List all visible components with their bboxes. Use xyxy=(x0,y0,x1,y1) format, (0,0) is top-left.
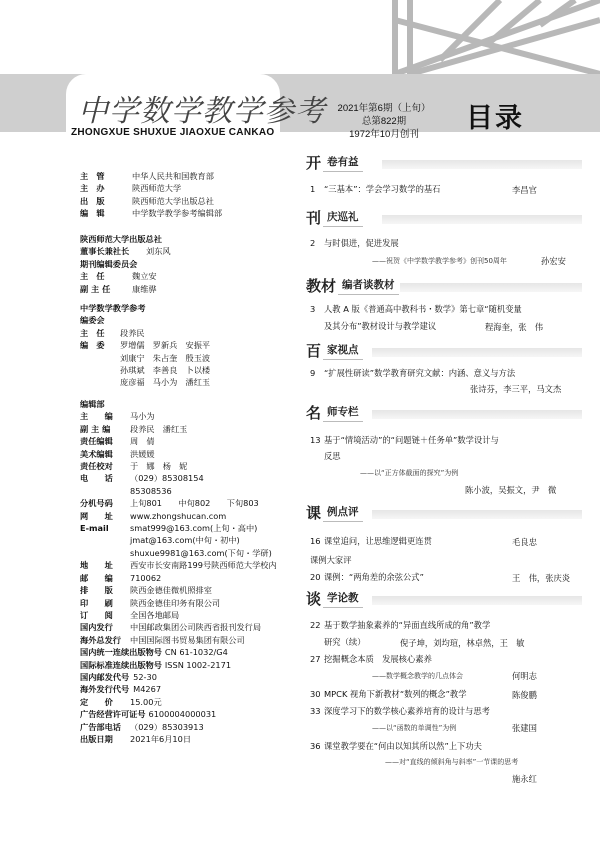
issue-number: 2021年第6期（上旬） xyxy=(337,103,431,114)
article-subtitle: ——对“直线的倾斜角与斜率”一节课的思考 xyxy=(385,758,519,766)
page-number: 9 xyxy=(310,368,316,378)
page-number: 30 xyxy=(310,689,321,699)
editorial-value: 洪媛媛 xyxy=(130,448,155,459)
article-title: “三基本”：学会学习数学的基石 xyxy=(324,184,441,194)
article-subtitle: ——以“正方体截面的探究”为例 xyxy=(360,469,459,477)
section-big-char: 教材 xyxy=(306,276,337,295)
chairman-label: 董事长兼社长 xyxy=(80,246,130,257)
journal-name-pinyin: ZHONGXUE SHUXUE JIAOXUE CANKAO xyxy=(71,127,275,138)
article-title: 课堂追问，让思维逻辑更连贯 xyxy=(324,536,432,546)
article-author: 张诗芬，李三平，马文杰 xyxy=(470,384,562,394)
masthead-row xyxy=(80,182,222,194)
committee-journal-heading: 中学数学教学参考 xyxy=(80,303,146,313)
editorial-value: 于 娜 杨 妮 xyxy=(130,461,188,472)
editorial-row xyxy=(80,634,277,646)
editorial-label: 分机号码 xyxy=(80,498,113,509)
editorial-label: 邮 编 xyxy=(80,572,113,583)
editorial-label xyxy=(80,547,126,559)
editorial-row xyxy=(80,559,277,571)
editorial-value: 6100004000031 xyxy=(148,709,217,720)
masthead-row xyxy=(80,195,222,207)
editorial-label: 国内发行 xyxy=(80,622,113,633)
article-author: 施永红 xyxy=(512,774,537,784)
editorial-committee-block xyxy=(80,302,210,389)
editorial-label: 印 刷 xyxy=(80,597,113,608)
editorial-heading: 编辑部 xyxy=(80,399,105,409)
editorial-value: 周 倩 xyxy=(130,436,155,447)
editorial-row xyxy=(80,497,277,509)
section-big-char: 开 xyxy=(306,153,322,172)
article-author: 张建国 xyxy=(512,723,537,733)
committee-director-label: 主 任 xyxy=(80,327,105,338)
section-big-char: 课 xyxy=(306,503,322,522)
section-divider xyxy=(372,410,582,419)
editorial-label xyxy=(80,534,126,546)
editorial-value: 52-30 xyxy=(133,671,157,682)
section-name: 例点评 xyxy=(323,502,363,522)
committee-heading: 期刊编辑委员会 xyxy=(80,258,138,269)
article-title: MPCK 视角下新教材“数列的概念”教学 xyxy=(324,689,467,699)
section-divider xyxy=(400,283,582,292)
editorial-value: shuxue9981@163.com(下旬・学研) xyxy=(130,547,272,558)
editorial-value: 陕西金德佳微机照排室 xyxy=(130,585,212,596)
editorial-label: 美术编辑 xyxy=(80,448,113,459)
editorial-label: 国内统一连续出版物号 xyxy=(80,647,162,658)
editorial-row xyxy=(80,510,277,522)
masthead-label: 主 办 xyxy=(80,183,105,194)
page-number: 33 xyxy=(310,706,321,716)
article-entry[interactable] xyxy=(310,183,582,196)
article-title: 基于数学抽象素养的“异面直线所成的角”教学 xyxy=(324,620,491,630)
editorial-row xyxy=(80,460,277,472)
article-subtitle: ——祝贺《中学数学教学参考》创刊50周年 xyxy=(372,257,507,265)
section-header xyxy=(306,402,363,422)
publisher-heading: 陕西师范大学出版总社 xyxy=(80,234,162,244)
editorial-row xyxy=(80,448,277,460)
editorial-value: CN 61-1032/G4 xyxy=(164,647,228,658)
editorial-label xyxy=(80,485,126,497)
editorial-label: 责任校对 xyxy=(80,461,113,472)
article-author: 陈俊鹏 xyxy=(512,690,537,700)
section-header xyxy=(306,152,363,172)
masthead-value: 中学数学教学参考编辑部 xyxy=(132,208,223,219)
editorial-office-block xyxy=(80,398,277,745)
masthead-label: 出 版 xyxy=(80,195,105,206)
editorial-value: 中国邮政集团公司陕西省报刊发行局 xyxy=(130,622,262,633)
section-header xyxy=(306,588,363,608)
editorial-value: 2021年6月10日 xyxy=(130,733,192,744)
article-entry[interactable] xyxy=(310,303,582,316)
editorial-value: M4267 xyxy=(133,684,162,695)
article-title: 与时俱进，促进发展 xyxy=(324,238,399,248)
editorial-row xyxy=(80,721,277,733)
section-header xyxy=(306,340,363,360)
article-author: 李昌官 xyxy=(512,185,537,195)
committee-members: 罗增儒 罗新兵 安振平 xyxy=(120,340,211,351)
article-title-cont: 研究（续） xyxy=(324,637,366,647)
committee-subheading: 编委会 xyxy=(80,315,105,326)
director-name: 魏立安 xyxy=(132,271,157,282)
article-subtitle: ——数学概念教学的几点体会 xyxy=(372,672,463,680)
article-author: 陈小波，吴振文，尹 微 xyxy=(465,485,557,495)
section-divider xyxy=(382,215,582,224)
editorial-row xyxy=(80,696,277,708)
article-title: 课例：“两角差的余弦公式” xyxy=(324,572,424,582)
page-number: 16 xyxy=(310,536,321,546)
editorial-value: www.zhongshucan.com xyxy=(130,510,227,521)
editorial-row xyxy=(80,659,277,671)
editorial-label: 地 址 xyxy=(80,560,113,571)
article-title: 挖掘概念本质 发展核心素养 xyxy=(324,654,432,664)
editorial-label: 定 价 xyxy=(80,696,113,707)
article-author: 倪子坤，刘均瑄，林卓然，王 敏 xyxy=(400,638,525,648)
issue-info xyxy=(325,102,443,141)
section-divider xyxy=(372,348,582,357)
editorial-row xyxy=(80,671,277,683)
masthead-row xyxy=(80,170,222,182)
page-number: 22 xyxy=(310,620,321,630)
editorial-label: 责任编辑 xyxy=(80,436,113,447)
editorial-row xyxy=(80,683,277,695)
editorial-label: 网 址 xyxy=(80,510,113,521)
editorial-label: 排 版 xyxy=(80,585,113,596)
article-author: 何明志 xyxy=(512,671,537,681)
masthead-value: 陕西师范大学 xyxy=(132,183,182,194)
column-note: 课例大家评 xyxy=(310,555,352,565)
section-divider xyxy=(382,160,582,169)
section-big-char: 谈 xyxy=(306,589,322,608)
page-number: 3 xyxy=(310,304,316,314)
article-entry[interactable] xyxy=(310,535,582,548)
editorial-row xyxy=(80,609,277,621)
editorial-label: 国内邮发代号 xyxy=(80,671,130,682)
section-divider xyxy=(372,596,582,605)
article-entry[interactable] xyxy=(310,688,582,701)
article-title-cont: 及其分布”教材设计与教学建议 xyxy=(324,321,437,331)
masthead-value: 陕西师范大学出版总社 xyxy=(132,195,214,206)
vice-director-label: 副 主 任 xyxy=(80,283,111,294)
article-title-cont: 反思 xyxy=(324,451,341,461)
editorial-value: 西安市长安南路199号陕西师范大学校内 xyxy=(130,560,277,571)
page-number: 1 xyxy=(310,184,316,194)
masthead-label: 编 辑 xyxy=(80,208,105,219)
article-entry[interactable] xyxy=(310,653,582,666)
editorial-label: E-mail xyxy=(80,523,109,534)
editorial-row xyxy=(80,733,277,745)
page-number: 27 xyxy=(310,654,321,664)
article-author: 王 伟，张庆炎 xyxy=(512,573,571,583)
editorial-label: 国际标准连续出版物号 xyxy=(80,659,162,670)
editorial-label: 海外发行代号 xyxy=(80,684,130,695)
editorial-value: 710062 xyxy=(130,572,162,583)
founded-date: 1972年10月创刊 xyxy=(349,129,419,140)
section-name: 编者谈教材 xyxy=(338,275,399,295)
editorial-row xyxy=(80,597,277,609)
committee-director: 段养民 xyxy=(120,327,145,338)
article-title: 深度学习下的数学核心素养培育的设计与思考 xyxy=(324,706,490,716)
journal-logo: 中学数学教学参考 xyxy=(78,94,326,129)
section-divider xyxy=(372,510,582,519)
editorial-row xyxy=(80,522,277,534)
editorial-value: jmat@163.com(中旬・初中) xyxy=(130,535,240,546)
editorial-value: 陕西金德佳印务有限公司 xyxy=(130,597,221,608)
committee-members: 孙琪斌 李善良 卜以楼 xyxy=(120,365,211,376)
page-number: 36 xyxy=(310,741,321,751)
committee-members: 庞彦福 马小为 潘红玉 xyxy=(120,377,211,388)
article-author: 毛良忠 xyxy=(512,537,537,547)
editorial-label: 广告经营许可证号 xyxy=(80,709,146,720)
masthead-value: 中华人民共和国教育部 xyxy=(132,171,214,181)
editorial-value: smat999@163.com(上旬・高中) xyxy=(130,523,258,534)
editorial-label: 广告部电话 xyxy=(80,721,121,732)
page-number: 13 xyxy=(310,435,321,445)
section-big-char: 刊 xyxy=(306,208,322,227)
editorial-row xyxy=(80,485,277,497)
editorial-row xyxy=(80,435,277,447)
masthead-row xyxy=(80,207,222,219)
article-title: 基于“情境活动”的“问题链＋任务单”数学设计与 xyxy=(324,435,499,445)
editorial-value: ISSN 1002-2171 xyxy=(164,659,232,670)
section-big-char: 百 xyxy=(306,341,322,360)
section-header xyxy=(306,502,363,522)
editorial-label: 海外总发行 xyxy=(80,634,121,645)
page-number: 2 xyxy=(310,238,316,248)
editorial-row xyxy=(80,621,277,633)
director-label: 主 任 xyxy=(80,271,105,282)
article-title: 人教 A 版《普通高中教科书・数学》第七章“随机变量 xyxy=(324,304,522,314)
article-subtitle: ——以“函数的单调性”为例 xyxy=(372,724,457,732)
article-entry[interactable] xyxy=(310,740,582,753)
section-big-char: 名 xyxy=(306,403,322,422)
editorial-label: 副 主 编 xyxy=(80,423,111,434)
article-title: “扩展性研读”数学教育研究文献：内涵、意义与方法 xyxy=(324,368,516,378)
editorial-value: 上旬801 中旬802 下旬803 xyxy=(130,498,259,509)
editorial-value: （029）85308154 xyxy=(130,473,204,484)
editorial-row xyxy=(80,410,277,422)
section-name: 家视点 xyxy=(323,340,363,360)
article-entry[interactable] xyxy=(310,705,582,718)
article-entry[interactable] xyxy=(310,237,582,250)
article-entry[interactable] xyxy=(310,434,582,447)
editorial-value: 85308536 xyxy=(130,485,172,496)
article-author: 孙宏安 xyxy=(541,256,566,266)
section-name: 庆巡礼 xyxy=(323,207,363,227)
editorial-row xyxy=(80,547,277,559)
editorial-label: 主 编 xyxy=(80,411,113,422)
article-title: 课堂教学要在“何由以知其所以然”上下功夫 xyxy=(324,741,482,751)
section-header xyxy=(306,207,363,227)
article-author: 程海奎，张 伟 xyxy=(485,322,544,332)
editorial-value: 全国各地邮局 xyxy=(130,609,180,620)
chairman-name: 刘东风 xyxy=(146,246,171,257)
editorial-value: 段养民 潘红玉 xyxy=(130,423,188,434)
editorial-value: 15.00元 xyxy=(130,696,162,707)
toc-title: 目录 xyxy=(466,103,524,134)
masthead-label: 主 管 xyxy=(80,171,105,181)
committee-members-label: 编 委 xyxy=(80,340,105,351)
editorial-row xyxy=(80,584,277,596)
editorial-row xyxy=(80,646,277,658)
editorial-row xyxy=(80,708,277,720)
vice-director-name: 康维骅 xyxy=(132,283,157,294)
section-header xyxy=(306,275,399,295)
publisher-block xyxy=(80,233,171,295)
editorial-value: 中国国际图书贸易集团有限公司 xyxy=(130,634,245,645)
article-entry[interactable] xyxy=(310,619,582,632)
editorial-label: 电 话 xyxy=(80,473,113,484)
editorial-row xyxy=(80,472,277,484)
page-number: 20 xyxy=(310,572,321,582)
editorial-value: 马小为 xyxy=(130,411,155,422)
editorial-row xyxy=(80,572,277,584)
article-entry[interactable] xyxy=(310,367,582,380)
section-name: 学论教 xyxy=(323,588,363,608)
section-name: 卷有益 xyxy=(323,152,363,172)
editorial-row xyxy=(80,423,277,435)
editorial-label: 出版日期 xyxy=(80,733,113,744)
editorial-value: （029）85303913 xyxy=(130,721,204,732)
committee-members: 刘康宁 朱占奎 殷玉波 xyxy=(120,352,211,363)
editorial-row xyxy=(80,534,277,546)
section-name: 师专栏 xyxy=(323,402,363,422)
editorial-label: 订 阅 xyxy=(80,609,113,620)
masthead-block xyxy=(80,170,222,220)
issue-total: 总第822期 xyxy=(361,116,407,127)
